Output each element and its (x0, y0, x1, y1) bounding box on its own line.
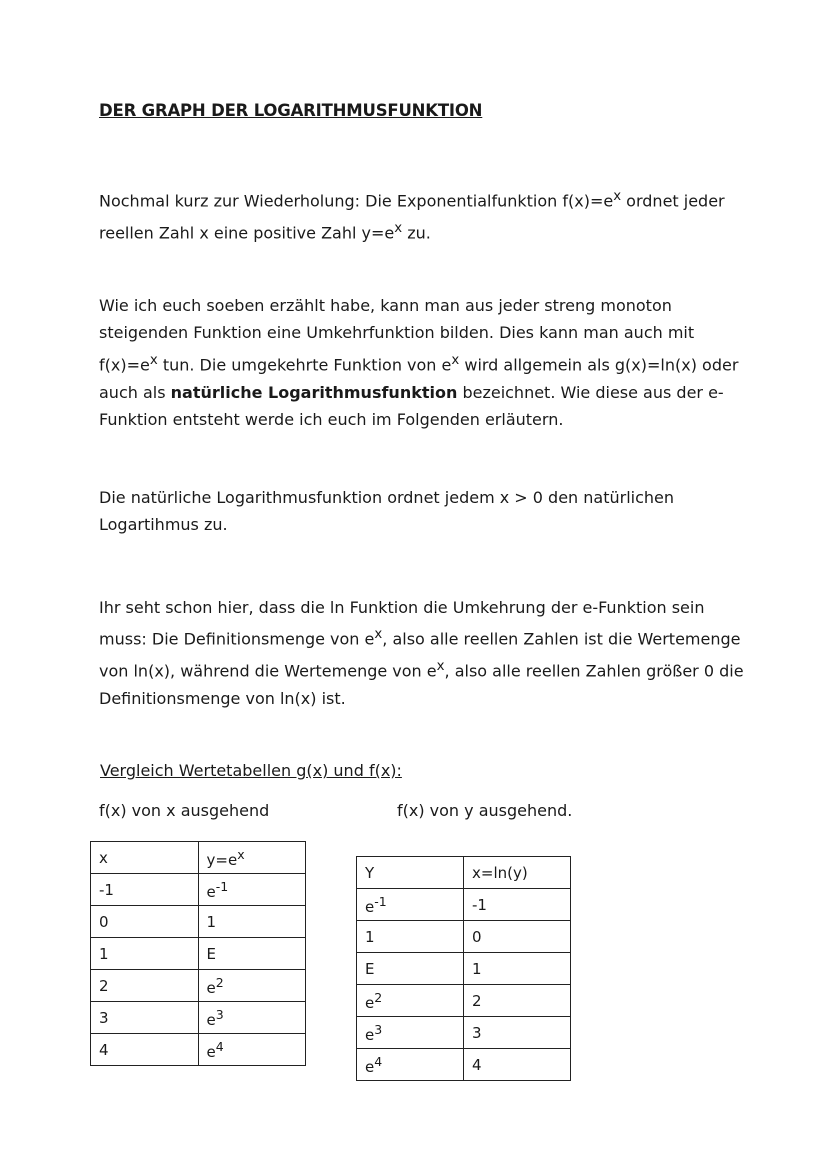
text-segment: E (206, 944, 216, 963)
superscript: 4 (374, 1053, 383, 1069)
superscript: -1 (374, 893, 387, 909)
text-segment: Nochmal kurz zur Wiederholung: Die Exponentialfunktion f(x)=e (99, 191, 614, 211)
table-row (357, 1049, 571, 1081)
table-cell (198, 970, 306, 1002)
table-row (91, 874, 306, 906)
superscript: x (374, 627, 383, 643)
text-segment: Ihr seht schon hier, dass die ln Funktion die Umkehrung der e-Funktion sein muss: Die Definitionsmenge von e (99, 598, 705, 649)
table-cell (357, 953, 464, 985)
superscript: 3 (215, 1006, 224, 1022)
table-cell: 3 (91, 1002, 199, 1034)
table-header-cell: Y (357, 857, 464, 889)
table-cell (198, 906, 306, 938)
superscript: x (237, 846, 245, 862)
text-segment: Wie ich euch soeben erzählt habe, kann man aus jeder streng monoton steigenden Funktion eine Umkehrfunktion bilden. Dies kann man auch mit f(x)=e (99, 296, 695, 375)
text-segment: , also alle reellen Zahlen größer 0 die Definitionsmenge von ln(x) ist. (99, 661, 744, 708)
text-segment: ordnet jeder reellen Zahl x eine positive Zahl y=e (99, 191, 725, 243)
text-segment: e (365, 897, 375, 916)
superscript: -1 (215, 878, 229, 894)
text-segment: e (206, 1010, 216, 1029)
table-cell (357, 921, 464, 953)
table-row (91, 1002, 306, 1034)
table-cell (198, 938, 306, 970)
text-segment: , also alle reellen Zahlen ist die Wertemenge von ln(x), während die Wertemenge von e (99, 629, 741, 681)
table-cell: 2 (464, 985, 571, 1017)
table-cell: 0 (464, 921, 571, 953)
table-header-cell: x=ln(y) (464, 857, 571, 889)
table-row (91, 938, 306, 970)
paragraph-inverse-function (99, 292, 749, 433)
superscript: 4 (215, 1038, 224, 1054)
table-cell (198, 874, 306, 906)
table-cell (357, 1017, 464, 1049)
table-cell (198, 1002, 306, 1034)
page-title: DER GRAPH DER LOGARITHMUSFUNKTION (99, 101, 483, 120)
superscript: x (394, 220, 403, 236)
text-segment: E (365, 959, 375, 978)
table-cell: 4 (464, 1049, 571, 1081)
text-segment: y=e (206, 850, 238, 869)
table-cell: -1 (91, 874, 199, 906)
value-table-right (356, 856, 571, 1081)
table-cell (357, 1049, 464, 1081)
text-segment: e (365, 1025, 375, 1044)
table-cell: 4 (91, 1034, 199, 1066)
table-row (91, 970, 306, 1002)
paragraph-repetition (99, 183, 749, 246)
text-segment: e (206, 978, 216, 997)
text-segment: e (365, 1057, 375, 1076)
table-row (357, 985, 571, 1017)
text-segment: tun. Die umgekehrte Funktion von e (157, 355, 452, 375)
table-cell: 0 (91, 906, 199, 938)
table-cell: -1 (464, 889, 571, 921)
text-segment: e (365, 993, 375, 1012)
table-row (91, 1034, 306, 1066)
superscript: 3 (374, 1021, 383, 1037)
superscript: x (149, 352, 158, 368)
table-cell (357, 889, 464, 921)
text-segment: wird allgemein als g(x)=ln(x) oder auch als (99, 355, 739, 402)
table-row (357, 889, 571, 921)
table-header-row (357, 857, 571, 889)
table-cell (198, 1034, 306, 1066)
text-segment: e (206, 882, 216, 901)
table-cell: 1 (464, 953, 571, 985)
table-cell (357, 985, 464, 1017)
paragraph-domain-range (99, 594, 749, 712)
left-table-label: f(x) von x ausgehend (99, 801, 270, 820)
table-row (91, 906, 306, 938)
table-cell: 3 (464, 1017, 571, 1049)
table-row (357, 953, 571, 985)
text-segment: 1 (365, 927, 375, 946)
table-header-cell: x (91, 842, 199, 874)
superscript: x (613, 189, 622, 204)
table-row (357, 921, 571, 953)
paragraph-definition: Die natürliche Logarithmusfunktion ordnet jedem x > 0 den natürlichen Logartihmus zu. (99, 488, 675, 535)
table-row (357, 1017, 571, 1049)
text-segment: bezeichnet. Wie diese aus der e-Funktion entsteht werde ich euch im Folgenden erläutern. (99, 382, 724, 429)
superscript: x (436, 659, 445, 675)
text-segment: zu. (402, 223, 431, 243)
superscript: x (451, 352, 460, 368)
value-table-left (90, 841, 306, 1066)
text-segment: e (206, 1042, 216, 1061)
table-header-row (91, 842, 306, 874)
bold-term: natürliche Logarithmusfunktion (170, 382, 458, 402)
comparison-heading: Vergleich Wertetabellen g(x) und f(x): (100, 761, 402, 780)
superscript: 2 (215, 974, 224, 990)
right-table-label: f(x) von y ausgehend. (397, 801, 573, 820)
table-header-cell (198, 842, 306, 874)
table-cell: 2 (91, 970, 199, 1002)
superscript: 2 (374, 989, 383, 1005)
table-cell: 1 (91, 938, 199, 970)
text-segment: 1 (206, 912, 217, 931)
